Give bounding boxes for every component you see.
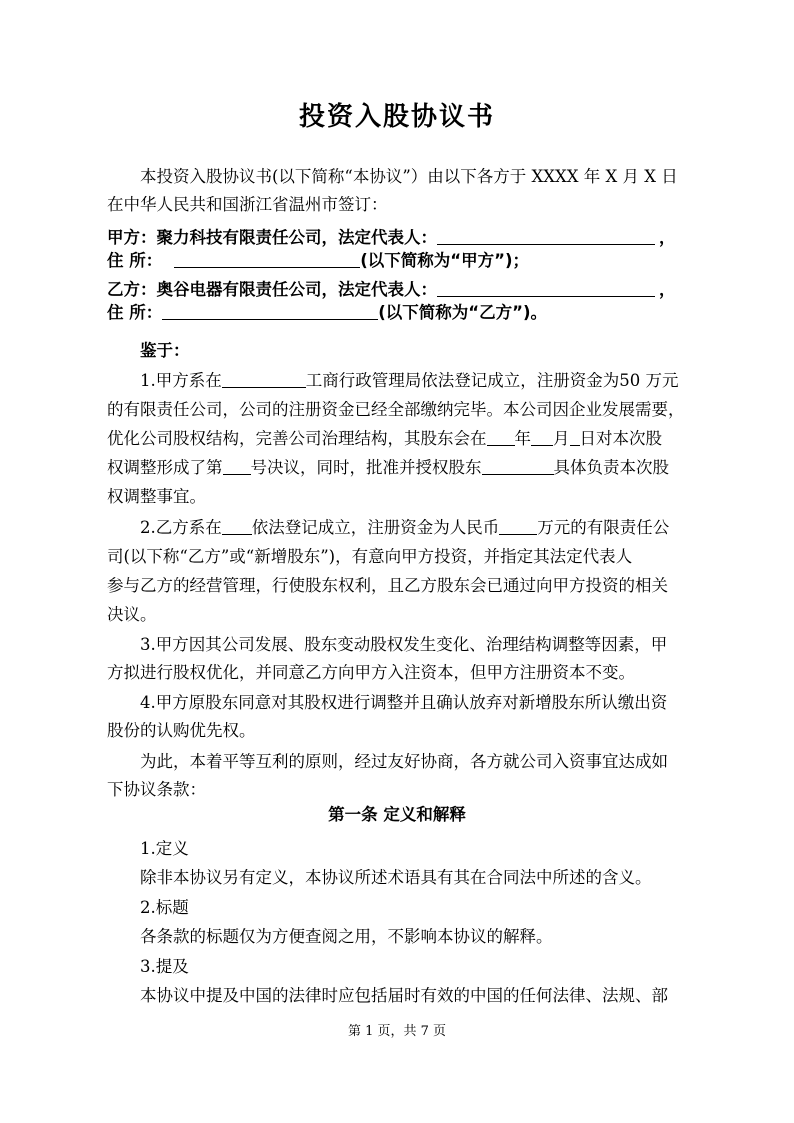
clause-1-day-blank[interactable] xyxy=(570,428,580,446)
intro-line-1: 本投资入股协议书(以下简称“本协议”）由以下各方于 XXXX 年 X 月 X 日 xyxy=(140,167,678,186)
page-footer: 第 1 页，共 7 页 xyxy=(347,1024,447,1039)
article-1-section-2-title: 2.标题 xyxy=(140,898,189,917)
party-a-rep-blank[interactable] xyxy=(437,227,655,245)
clause-1-month-blank[interactable] xyxy=(531,428,553,446)
page-title: 投资入股协议书 xyxy=(298,102,495,132)
clause-3-line-2: 方拟进行股权优化，并同意乙方向甲方入注资本，但甲方注册资本不变。 xyxy=(107,663,635,682)
clause-3-line-1: 3.甲方因其公司发展、股东变动股权发生变化、治理结构调整等因素，甲 xyxy=(140,635,668,654)
clause-1-text-d: 日对本次股 xyxy=(579,429,662,448)
clause-1-text-f: 号决议，同时，批准并授权股东 xyxy=(250,458,482,477)
clause-2-text-c: 万元的有限责任公 xyxy=(537,518,670,537)
clause-1-line-5: 权调整事宜。 xyxy=(107,487,206,506)
clause-1-text-a: 1.甲方系在 xyxy=(140,371,222,390)
clause-1-resolution-blank[interactable] xyxy=(223,457,251,475)
party-a-address-suffix: (以下简称为“甲方”)； xyxy=(360,251,530,270)
clause-2-line-2: 司(以下称“乙方”或“新增股东”)，有意向甲方投资，并指定其法定代表人 xyxy=(107,547,633,566)
clause-1-text-e: 权调整形成了第 xyxy=(107,458,223,477)
agreement-line-1: 为此，本着平等互利的原则，经过友好协商，各方就公司入资事宜达成如 xyxy=(140,752,668,771)
party-b-rep-blank[interactable] xyxy=(437,279,655,297)
clause-1-text-c: 优化公司股权结构，完善公司治理结构，其股东会在 xyxy=(107,429,487,448)
clause-1-bureau-blank[interactable] xyxy=(222,370,306,388)
whereas-heading: 鉴于： xyxy=(140,341,190,360)
article-1-section-2-text: 各条款的标题仅为方便查阅之用，不影响本协议的解释。 xyxy=(140,927,553,946)
party-a-address-label: 住 所： xyxy=(107,251,163,270)
clause-2-place-blank[interactable] xyxy=(222,517,252,535)
clause-1-line-4 xyxy=(107,457,669,479)
article-1-section-3-title: 3.提及 xyxy=(140,957,189,976)
clause-1-line-3 xyxy=(107,428,662,450)
clause-1-line-2: 的有限责任公司，公司的注册资金已经全部缴纳完毕。本公司因企业发展需要， xyxy=(107,400,685,419)
article-1-section-1-text: 除非本协议另有定义，本协议所述术语具有其在合同法中所述的含义。 xyxy=(140,868,652,887)
clause-2-line-1 xyxy=(140,517,669,539)
party-b-comma: ， xyxy=(659,280,676,299)
party-b-label: 乙方：奥谷电器有限责任公司，法定代表人： xyxy=(107,280,437,299)
clause-2-text-b: 依法登记成立，注册资金为人民币 xyxy=(251,518,500,537)
clause-1-year-label: 年 xyxy=(514,429,531,448)
party-b-address-blank[interactable] xyxy=(162,302,378,320)
clause-1-text-g: 具体负责本次股 xyxy=(553,458,669,477)
clause-1-year-blank[interactable] xyxy=(487,428,515,446)
party-a-comma: ， xyxy=(659,228,676,247)
clause-1-shareholder-blank[interactable] xyxy=(482,457,554,475)
article-1-heading: 第一条 定义和解释 xyxy=(328,805,466,824)
article-1-section-3-text: 本协议中提及中国的法律时应包括届时有效的中国的任何法律、法规、部 xyxy=(140,986,668,1005)
party-a-line xyxy=(107,227,676,249)
party-b-address-line xyxy=(107,302,547,324)
clause-4-line-2: 股份的认购优先权。 xyxy=(107,721,256,740)
clause-2-capital-blank[interactable] xyxy=(499,517,537,535)
party-a-address-line xyxy=(107,250,529,272)
clause-2-line-4: 决议。 xyxy=(107,605,157,624)
clause-1-text-b: 工商行政管理局依法登记成立，注册资金为50 万元 xyxy=(305,371,679,390)
party-b-address-label: 住 所： xyxy=(107,303,163,322)
agreement-line-2: 下协议条款： xyxy=(107,780,206,799)
party-b-line xyxy=(107,279,676,301)
party-a-address-blank[interactable] xyxy=(174,250,360,268)
article-1-section-1-title: 1.定义 xyxy=(140,839,189,858)
clause-1-month-label: 月 xyxy=(553,429,570,448)
party-a-label: 甲方：聚力科技有限责任公司，法定代表人： xyxy=(107,228,437,247)
clause-2-line-3: 参与乙方的经营管理，行使股东权利，且乙方股东会已通过向甲方投资的相关 xyxy=(107,576,668,595)
clause-1-line-1 xyxy=(140,370,679,392)
party-b-address-suffix: (以下简称为“乙方”)。 xyxy=(378,303,548,322)
clause-2-text-a: 2.乙方系在 xyxy=(140,518,222,537)
intro-line-2: 在中华人民共和国浙江省温州市签订： xyxy=(107,195,388,214)
clause-4-line-1: 4.甲方原股东同意对其股权进行调整并且确认放弃对新增股东所认缴出资 xyxy=(140,693,668,712)
